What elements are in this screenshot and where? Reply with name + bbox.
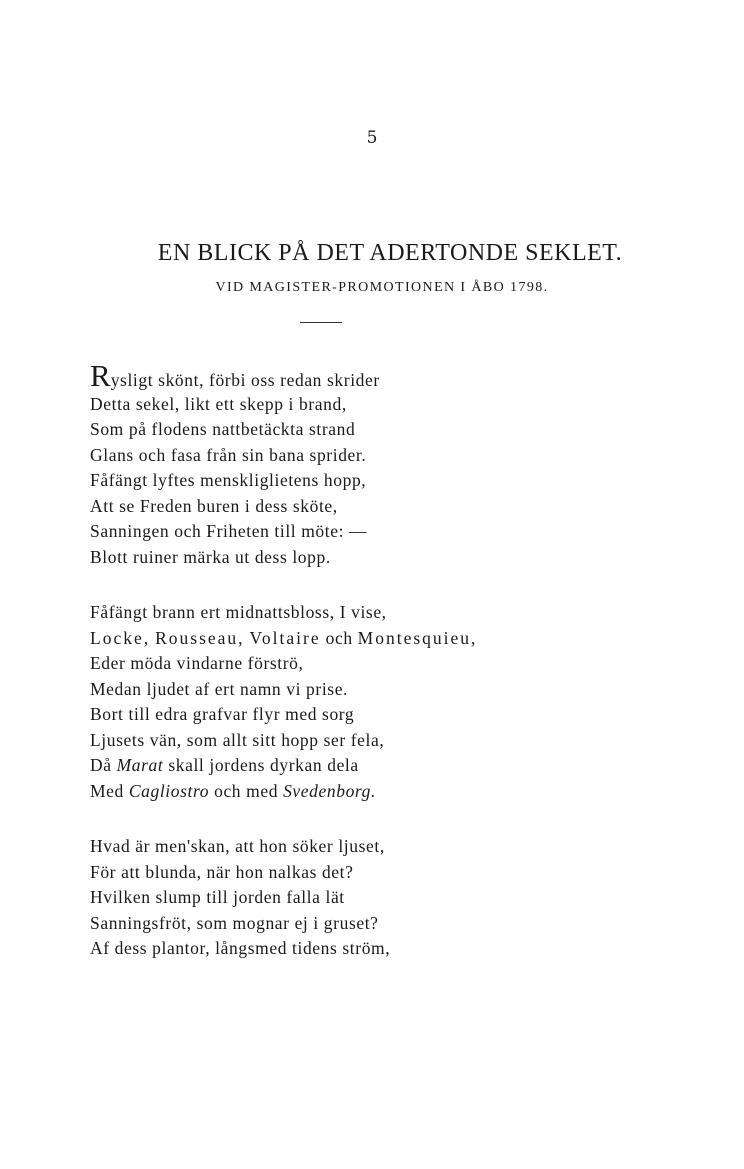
title-divider [300, 322, 342, 323]
verse-name-italic: Marat [116, 755, 164, 775]
verse-line: Sanningen och Friheten till möte: — [90, 521, 368, 541]
verse-text: Då [90, 755, 112, 775]
verse-line: Sanningsfröt, som mognar ej i gruset? [90, 912, 379, 933]
verse-line: Medan ljudet af ert namn vi prise. [90, 678, 349, 699]
verse-text: och med [214, 780, 279, 801]
verse-line: Hvad är men'skan, att hon söker ljuset, [90, 836, 385, 856]
verse-line: Som på flodens nattbetäckta strand [90, 419, 356, 439]
poem-title: EN BLICK PÅ DET ADERTONDE SEKLET. [157, 240, 623, 266]
verse-line: Detta sekel, likt ett skepp i brand, [90, 393, 347, 414]
verse-text: Montesquieu, [357, 627, 478, 648]
verse-text: skall jordens dyrkan dela [168, 755, 359, 775]
stanza-1 [90, 358, 710, 570]
verse-line [90, 753, 710, 779]
verse-text: ysligt skönt, förbi oss redan skrider [110, 370, 380, 390]
verse-text: Locke, [90, 627, 151, 648]
verse-line: Bort till edra grafvar flyr med sorg [90, 704, 355, 724]
verse-line: Hvilken slump till jorden falla lät [90, 887, 345, 907]
poem-subtitle: VID MAGISTER-PROMOTIONEN I ÅBO 1798. [215, 280, 549, 295]
verse-text: Voltaire [249, 627, 321, 648]
verse-line [90, 626, 710, 652]
verse-line: Blott ruiner märka ut dess lopp. [90, 546, 331, 567]
page-number: 5 [366, 128, 378, 148]
verse-line: Fåfängt lyftes menskliglietens hopp, [90, 470, 367, 490]
verse-text: och [325, 627, 353, 648]
poem-body [90, 358, 710, 992]
verse-line: För att blunda, när hon nalkas det? [90, 861, 354, 882]
verse-line: Fåfängt brann ert midnattsbloss, I vise, [90, 602, 387, 622]
stanza-3 [90, 834, 710, 962]
verse-text: Med [90, 780, 124, 801]
verse-line: Att se Freden buren i dess sköte, [90, 495, 338, 516]
verse-name-italic: Svedenborg. [283, 780, 377, 801]
drop-cap: R [90, 358, 111, 393]
verse-line [90, 358, 710, 393]
verse-line: Af dess plantor, långsmed tidens ström, [90, 938, 391, 958]
stanza-2 [90, 600, 710, 804]
verse-line: Ljusets vän, som allt sitt hopp ser fela, [90, 729, 385, 750]
verse-text: Rousseau, [155, 627, 245, 648]
verse-line: Eder möda vindarne förströ, [90, 653, 304, 673]
verse-name-italic: Cagliostro [128, 780, 210, 801]
verse-line [90, 779, 710, 805]
verse-line: Glans och fasa från sin bana sprider. [90, 444, 367, 465]
